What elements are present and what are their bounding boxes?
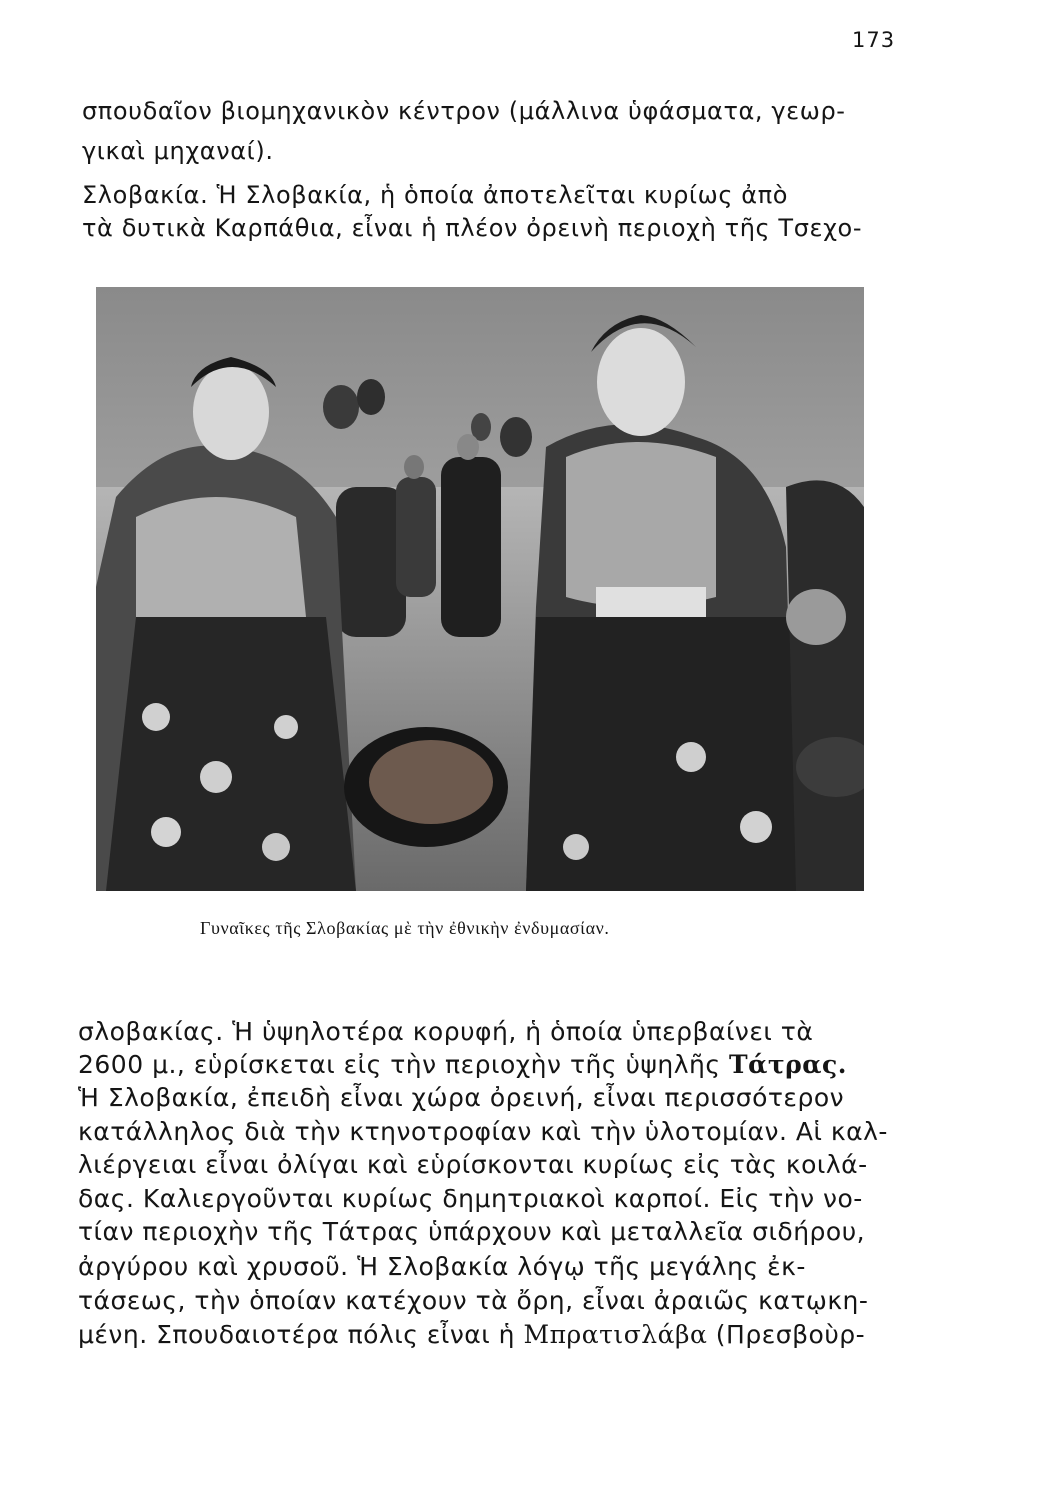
text-span: μένη. Σπουδαιοτέρα πόλις εἶναι ἡ bbox=[78, 1320, 524, 1349]
text-line: κατάλληλος διὰ τὴν κτηνοτροφίαν καὶ τὴν ὑλοτομίαν. Αἱ καλ- bbox=[78, 1117, 888, 1146]
text-line: γικαὶ μηχαναί). bbox=[82, 137, 274, 165]
text-span: (Πρεσβοὺρ- bbox=[707, 1320, 866, 1349]
text-line: Ἡ Σλοβακία, ἐπειδὴ εἶναι χώρα ὀρεινή, εἶναι περισσότερον bbox=[78, 1083, 845, 1112]
text-line: τὰ δυτικὰ Καρπάθια, εἶναι ἡ πλέον ὀρεινὴ περιοχὴ τῆς Τσεχο- bbox=[82, 214, 863, 242]
tatra-bold: Τάτρας. bbox=[729, 1050, 847, 1079]
bratislava-name: Μπρατισλάβα bbox=[523, 1320, 708, 1349]
text-line: δας. Καλιεργοῦνται κυρίως δημητριακοὶ καρποί. Εἰς τὴν νο- bbox=[78, 1184, 863, 1213]
section-heading: Σλοβακία. bbox=[82, 181, 209, 209]
text-line bbox=[78, 1050, 847, 1080]
text-line: λιέργειαι εἶναι ὀλίγαι καὶ εὑρίσκονται κυρίως εἰς τὰς κοιλά- bbox=[78, 1150, 868, 1179]
text-line: σπουδαῖον βιομηχανικὸν κέντρον (μάλλινα ὑφάσματα, γεωρ- bbox=[82, 97, 846, 125]
text-span: 2600 μ., εὑρίσκεται εἰς τὴν περιοχὴν τῆς ὑψηλῆς bbox=[78, 1050, 730, 1079]
text-line: σλοβακίας. Ἡ ὑψηλοτέρα κορυφή, ἡ ὁποία ὑπερβαίνει τὰ bbox=[78, 1017, 814, 1046]
text-line: ἀργύρου καὶ χρυσοῦ. Ἡ Σλοβακία λόγῳ τῆς μεγάλης ἐκ- bbox=[78, 1252, 806, 1281]
page-number: 173 bbox=[852, 28, 896, 52]
text-line bbox=[82, 180, 788, 210]
text-line: τίαν περιοχὴν τῆς Τάτρας ὑπάρχουν καὶ μεταλλεῖα σιδήρου, bbox=[78, 1217, 866, 1246]
figure-caption: Γυναῖκες τῆς Σλοβακίας μὲ τὴν ἐθνικὴν ἐνδυμασίαν. bbox=[200, 918, 610, 938]
text-line: τάσεως, τὴν ὁποίαν κατέχουν τὰ ὄρη, εἶναι ἀραιῶς κατῳκη- bbox=[78, 1286, 869, 1315]
photo-slovak-women bbox=[96, 287, 864, 891]
text-span: Ἡ Σλοβακία, ἡ ὁποία ἀποτελεῖται κυρίως ἀπὸ bbox=[208, 181, 789, 209]
text-line bbox=[78, 1320, 865, 1350]
